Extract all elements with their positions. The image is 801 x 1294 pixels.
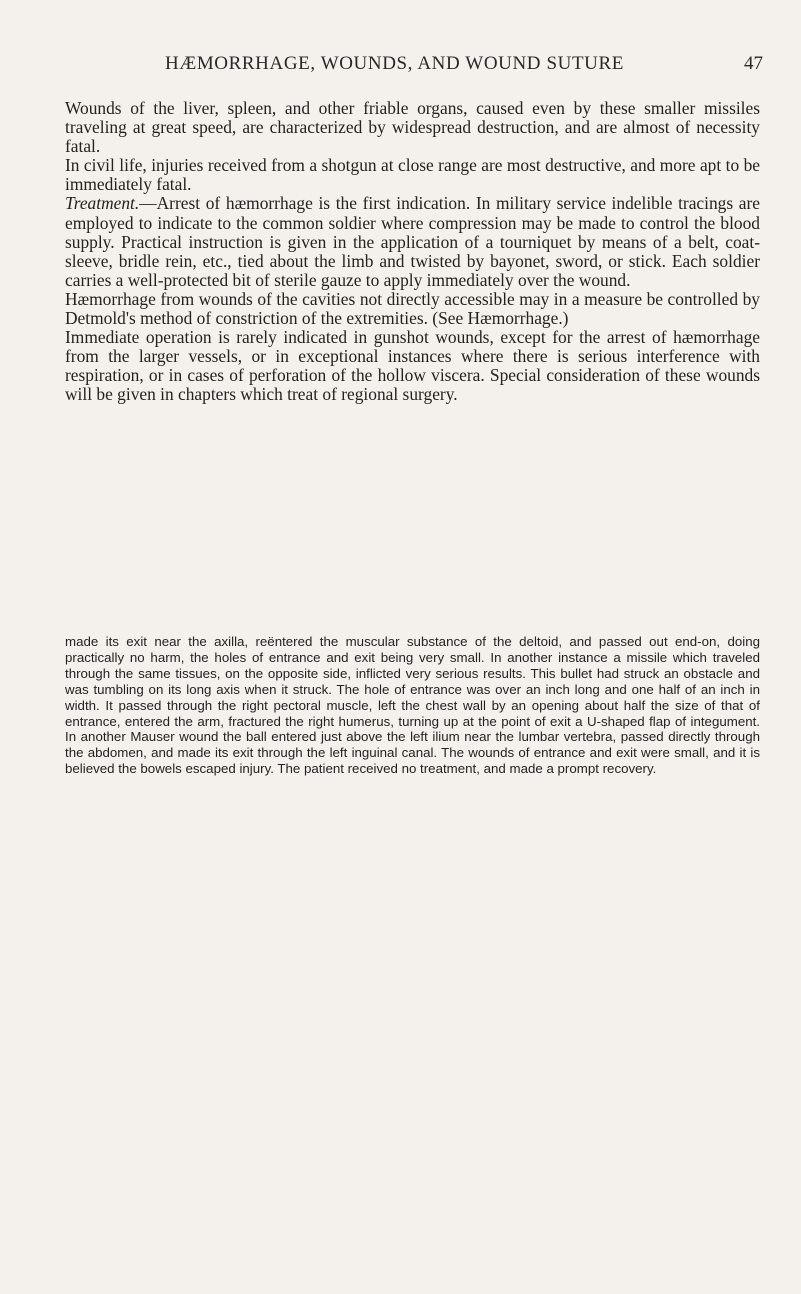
- page-number: 47: [744, 53, 763, 74]
- paragraph-haemorrhage: Hæmorrhage from wounds of the cavities not directly accessible may in a measure be controlled by Detmold's method of constriction of the extremities. (See Hæmorrhage.): [65, 288, 760, 329]
- running-head: HÆMORRHAGE, WOUNDS, AND WOUND SUTURE: [165, 53, 624, 74]
- paragraph-treatment: [65, 194, 760, 289]
- treatment-text: —Arrest of hæmorrhage is the first indication. In military service indelible tracings are employed to indicate to the common soldier where compression may be made to control the blood supply. Practical instruction is given in the application of a tourniquet by means of a belt, coat-sleeve, bridle rein, etc., tied about the limb and twisted by bayonet, sword, or stick. Each soldier carries a well-protected bit of sterile gauze to apply immediately over the wound.: [65, 193, 760, 290]
- paragraph-immediate-operation: Immediate operation is rarely indicated in gunshot wounds, except for the arrest of hæmorrhage from the larger vessels, or in exceptional instances where there is serious interference with respiration, or in cases of perforation of the hollow viscera. Special consideration of these wounds will be given in chapters which treat of regional surgery.: [65, 327, 760, 405]
- footnote-block: [65, 634, 760, 777]
- paragraph-wounds-liver: Wounds of the liver, spleen, and other friable organs, caused even by these smaller missiles traveling at great speed, are characterized by widespread destruction, and are almost of necessity fatal.: [65, 98, 760, 157]
- main-text: [65, 99, 760, 405]
- treatment-heading: Treatment.: [65, 193, 140, 214]
- footnote-paragraph: made its exit near the axilla, reëntered the muscular substance of the deltoid, and passed out end-on, doing practically no harm, the holes of entrance and exit being very small. In another instance a missile which traveled through the same tissues, on the opposite side, inflicted very serious results. This bullet had struck an obstacle and was tumbling on its long axis when it struck. The hole of entrance was over an inch long and one half of an inch in width. It passed through the right pectoral muscle, left the chest wall by an opening about half the size of that of entrance, entered the arm, fractured the right humerus, turning up at the point of exit a U-shaped flap of integument. In another Mauser wound the ball entered just above the left ilium near the lumbar vertebra, passed directly through the abdomen, and made its exit through the left inguinal canal. The wounds of entrance and exit were small, and it is believed the bowels escaped injury. The patient received no treatment, and made a prompt recovery.: [65, 634, 760, 777]
- paragraph-civil-life: In civil life, injuries received from a shotgun at close range are most destructive, and more apt to be immediately fatal.: [65, 155, 760, 195]
- page-header: [60, 53, 763, 79]
